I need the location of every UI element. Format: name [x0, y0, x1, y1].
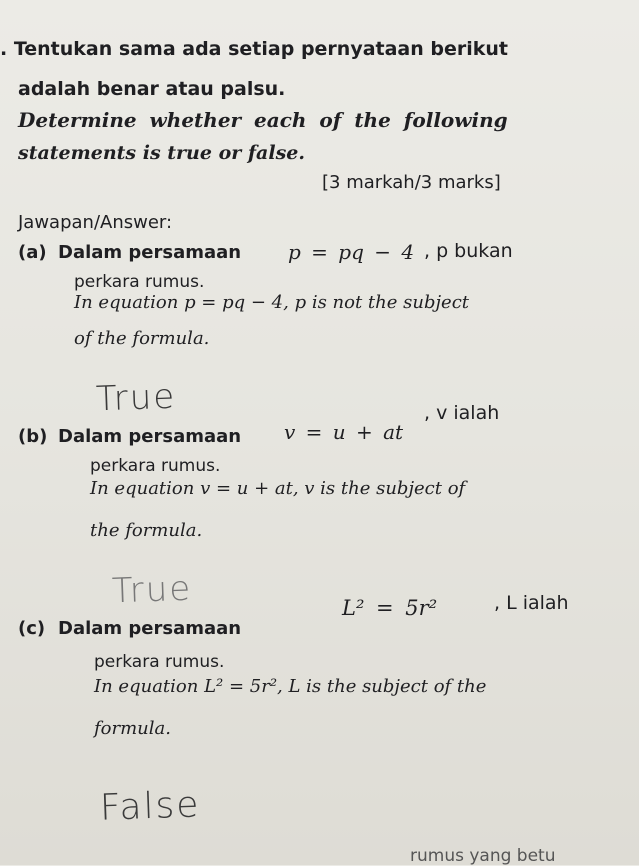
part-b-english-line2: the formula.	[90, 520, 203, 541]
footer-fragment: rumus yang betu	[410, 846, 556, 866]
part-b-malay-a: Dalam persamaan	[58, 426, 242, 447]
part-a-handwritten-answer: True	[95, 376, 177, 420]
part-b-malay-line2: perkara rumus.	[90, 456, 221, 476]
part-a-malay-a: Dalam persamaan	[58, 242, 242, 263]
part-a-label: (a)	[18, 242, 47, 263]
part-a-english-line2: of the formula.	[74, 328, 210, 349]
part-a-equation: p = pq − 4	[288, 240, 415, 264]
part-b-handwritten-answer: True	[111, 568, 193, 612]
part-c-handwritten-answer: False	[99, 784, 202, 829]
answer-label: Jawapan/Answer:	[18, 212, 173, 233]
part-c-malay-b: , L ialah	[494, 592, 569, 614]
question-english-line1: Determine whether each of the following	[18, 108, 508, 132]
question-malay-line2: adalah benar atau palsu.	[18, 78, 286, 100]
part-c-malay-line2: perkara rumus.	[94, 652, 225, 672]
question-english-line2: statements is true or false.	[18, 142, 305, 164]
part-c-malay-a: Dalam persamaan	[58, 618, 242, 639]
marks-label: [3 markah/3 marks]	[322, 172, 501, 193]
question-malay-line1: . Tentukan sama ada setiap pernyataan berikut	[0, 38, 509, 60]
part-b-english-line1: In equation v = u + at, v is the subject of	[90, 478, 466, 499]
part-c-english-line2: formula.	[94, 718, 171, 739]
part-c-english-line1: In equation L² = 5r², L is the subject of the	[94, 676, 487, 697]
part-b-malay-b: , v ialah	[424, 402, 500, 424]
part-a-malay-line2: perkara rumus.	[74, 272, 205, 292]
part-c-equation: L² = 5r²	[342, 596, 438, 620]
part-b-equation: v = u + at	[284, 420, 404, 444]
part-a-english-line1: In equation p = pq − 4, p is not the subject	[74, 292, 470, 313]
part-b-label: (b)	[18, 426, 48, 447]
part-c-label: (c)	[18, 618, 46, 639]
part-a-malay-b: , p bukan	[424, 240, 513, 262]
